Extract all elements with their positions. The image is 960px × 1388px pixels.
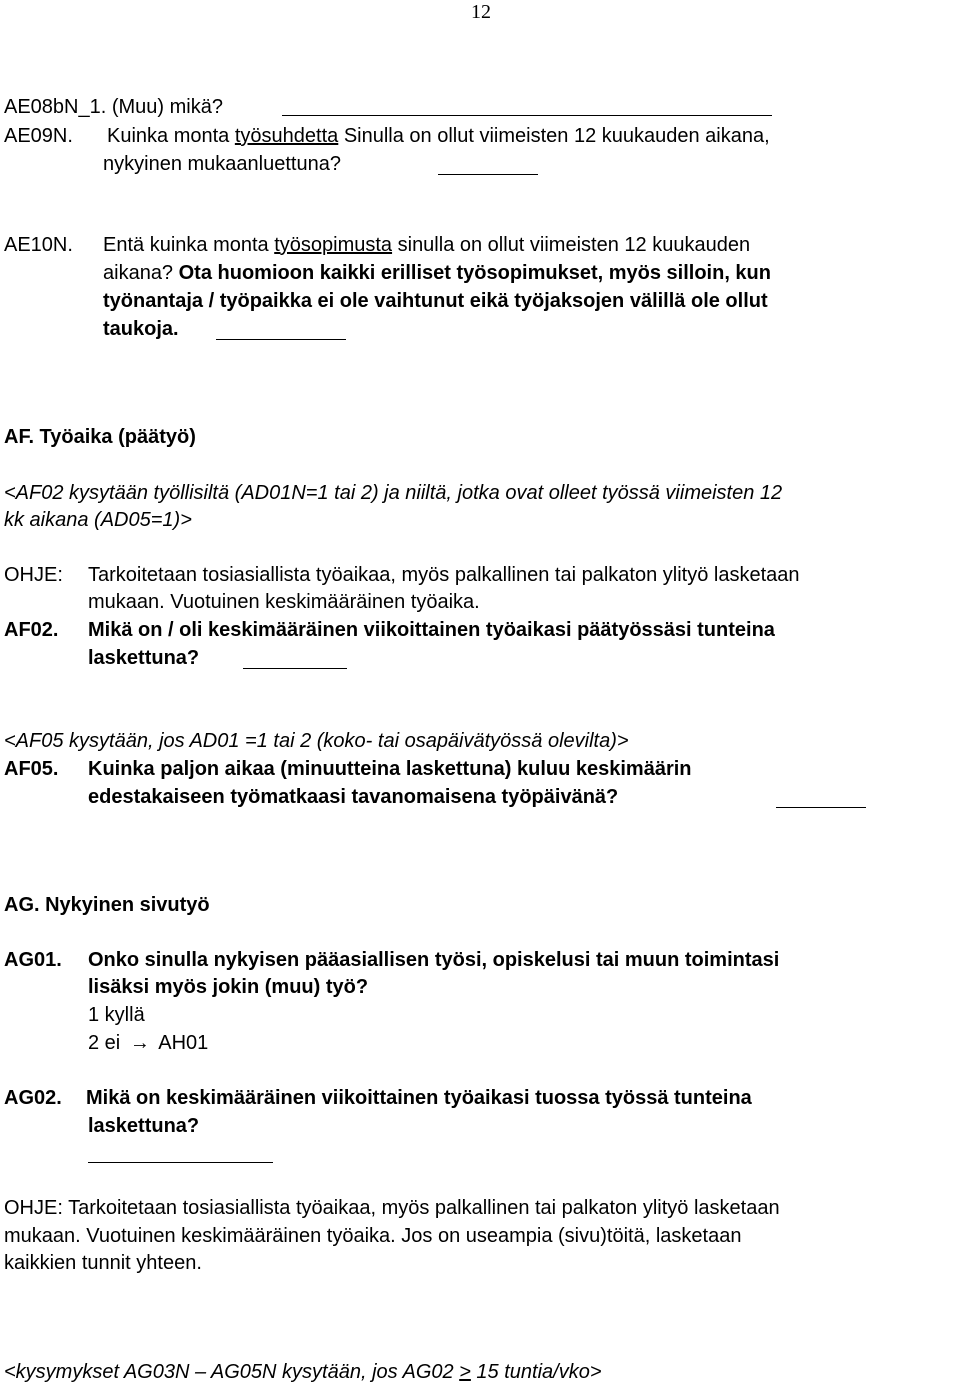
- question-ae10n-underlined: työsopimusta: [274, 234, 393, 256]
- answer-blank-ae09n[interactable]: [438, 154, 538, 175]
- question-ae10n-line3: työnantaja / työpaikka ei ole vaihtunut eikä työjaksojen välillä ole ollut: [103, 290, 768, 312]
- question-ae09n-text: Kuinka monta: [107, 125, 235, 147]
- answer-blank-ae08bn1[interactable]: [282, 95, 772, 116]
- section-heading-af: AF. Työaika (päätyö): [4, 426, 196, 448]
- question-ae08bn1: [4, 95, 223, 119]
- question-ae09n-line1: [107, 124, 770, 148]
- instruction-ag02-line2: mukaan. Vuotuinen keskimääräinen työaika. Jos on useampia (sivu)töitä, lasketaan: [4, 1225, 742, 1247]
- instruction-label: OHJE:: [4, 564, 63, 586]
- instruction-af02-line1: Tarkoitetaan tosiasiallista työaikaa, myös palkallinen tai palkaton ylityö lasketaan: [88, 564, 800, 586]
- condition-text-rest: 15 tuntia/vko>: [470, 1361, 602, 1383]
- instruction-af02-line2: mukaan. Vuotuinen keskimääräinen työaika.: [88, 591, 480, 613]
- question-ae10n-line1: [103, 233, 750, 257]
- skip-target: AH01: [158, 1032, 209, 1054]
- question-ae10n-l2-plain: aikana?: [103, 262, 179, 284]
- question-ae10n-line4: taukoja.: [103, 318, 179, 340]
- condition-operator: >: [459, 1361, 471, 1383]
- question-ae09n-text-rest: Sinulla on ollut viimeisten 12 kuukauden aikana,: [338, 125, 770, 147]
- arrow-right-icon: →: [129, 1032, 150, 1054]
- condition-af02-line2: kk aikana (AD05=1)>: [4, 509, 192, 531]
- option-ag01-no[interactable]: [88, 1031, 208, 1055]
- condition-text: <kysymykset AG03N – AG05N kysytään, jos AG02: [4, 1361, 460, 1383]
- answer-blank-af02[interactable]: [243, 648, 347, 669]
- answer-blank-ae10n[interactable]: [216, 319, 346, 340]
- question-ag02-code: AG02.: [4, 1087, 62, 1109]
- option-ag01-no-label: 2 ei: [88, 1032, 121, 1054]
- question-ag01-line2: lisäksi myös jokin (muu) työ?: [88, 976, 369, 998]
- question-ag02-line1: Mikä on keskimääräinen viikoittainen työaikasi tuossa työssä tunteina: [86, 1087, 752, 1109]
- section-heading-ag: AG. Nykyinen sivutyö: [4, 894, 210, 916]
- question-ae10n-note: Ota huomioon kaikki erilliset työsopimukset, myös silloin, kun: [178, 262, 771, 284]
- condition-af05: <AF05 kysytään, jos AD01 =1 tai 2 (koko- tai osapäivätyössä olevilta)>: [4, 730, 629, 752]
- question-ae09n-line2: nykyinen mukaanluettuna?: [103, 153, 341, 175]
- condition-ag03n-ag05n: [4, 1360, 602, 1384]
- question-ag02-line2: laskettuna?: [88, 1115, 200, 1137]
- question-ae10n-text-rest: sinulla on ollut viimeisten 12 kuukauden: [392, 234, 751, 256]
- question-ag01-line1: Onko sinulla nykyisen pääasiallisen työsi, opiskelusi tai muun toimintasi: [88, 949, 780, 971]
- question-ag01-code: AG01.: [4, 949, 62, 971]
- question-af02-line1: Mikä on / oli keskimääräinen viikoittainen työaikasi päätyössäsi tunteina: [88, 619, 775, 641]
- answer-blank-ag02[interactable]: [88, 1142, 273, 1163]
- question-af02-code: AF02.: [4, 619, 59, 641]
- question-af05-line1: Kuinka paljon aikaa (minuutteina laskettuna) kuluu keskimäärin: [88, 758, 692, 780]
- question-ae09n-code: AE09N.: [4, 125, 73, 147]
- answer-blank-af05[interactable]: [776, 787, 866, 808]
- condition-af02-line1: <AF02 kysytään työllisiltä (AD01N=1 tai 2) ja niiltä, jotka ovat olleet työssä viimeisten 12: [4, 482, 783, 504]
- question-ae08bn1-text: AE08bN_1. (Muu) mikä?: [4, 96, 223, 118]
- question-ae09n-underlined: työsuhdetta: [234, 125, 339, 147]
- question-ae10n-code: AE10N.: [4, 234, 73, 256]
- question-af05-code: AF05.: [4, 758, 59, 780]
- question-af02-line2: laskettuna?: [88, 647, 200, 669]
- instruction-ag02-line1: OHJE: Tarkoitetaan tosiasiallista työaikaa, myös palkallinen tai palkaton ylityö lasketaan: [4, 1197, 780, 1219]
- page-number: 12: [471, 1, 491, 23]
- option-ag01-yes[interactable]: 1 kyllä: [88, 1004, 145, 1026]
- question-af05-line2: edestakaiseen työmatkaasi tavanomaisena työpäivänä?: [88, 786, 619, 808]
- instruction-ag02-line3: kaikkien tunnit yhteen.: [4, 1252, 202, 1274]
- question-ae10n-text: Entä kuinka monta: [103, 234, 275, 256]
- question-ae10n-line2: [103, 261, 771, 285]
